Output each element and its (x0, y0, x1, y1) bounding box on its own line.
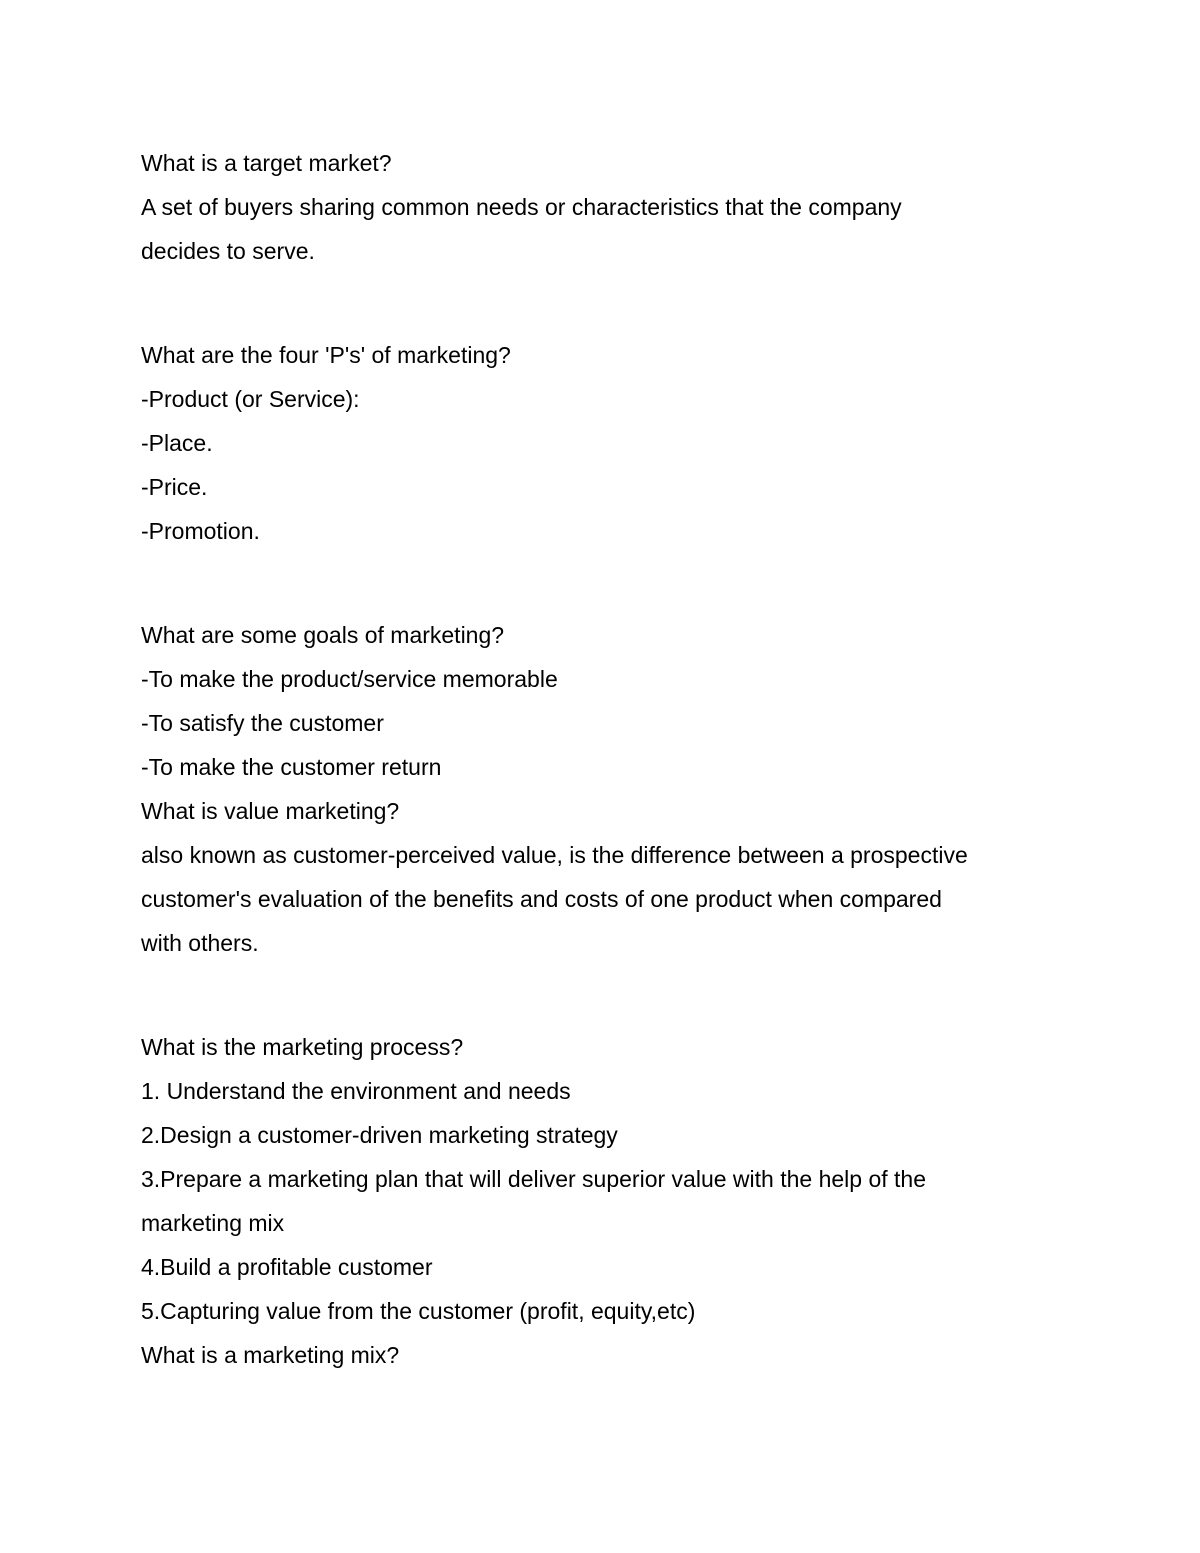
question-goals: What are some goals of marketing? (141, 622, 505, 648)
answer-line: with others. (141, 930, 259, 956)
answer-line: decides to serve. (141, 238, 315, 264)
list-item: 4.Build a profitable customer (141, 1254, 433, 1280)
answer-line: customer's evaluation of the benefits and costs of one product when compared (141, 886, 942, 912)
question-four-ps: What are the four 'P's' of marketing? (141, 342, 511, 368)
list-item: 5.Capturing value from the customer (profit, equity,etc) (141, 1298, 696, 1324)
list-item: -Place. (141, 430, 213, 456)
list-item: -To make the customer return (141, 754, 442, 780)
list-item: 1. Understand the environment and needs (141, 1078, 571, 1104)
list-item: -Price. (141, 474, 208, 500)
section-spacer (141, 273, 1071, 333)
question-marketing-mix: What is a marketing mix? (141, 1342, 400, 1368)
list-item: -Promotion. (141, 518, 260, 544)
question-target-market: What is a target market? (141, 150, 392, 176)
list-item: -Product (or Service): (141, 386, 360, 412)
list-item-continuation: marketing mix (141, 1210, 285, 1236)
list-item: -To satisfy the customer (141, 710, 384, 736)
section-goals-and-value (141, 613, 1071, 965)
section-four-ps (141, 333, 1071, 553)
document-body (141, 141, 1071, 1377)
question-value-marketing: What is value marketing? (141, 798, 400, 824)
section-spacer (141, 553, 1071, 613)
section-marketing-process (141, 1025, 1071, 1377)
answer-line: A set of buyers sharing common needs or characteristics that the company (141, 194, 902, 220)
section-target-market (141, 141, 1071, 273)
list-item: 2.Design a customer-driven marketing strategy (141, 1122, 618, 1148)
list-item: 3.Prepare a marketing plan that will deliver superior value with the help of the (141, 1166, 926, 1192)
list-item: -To make the product/service memorable (141, 666, 558, 692)
question-marketing-process: What is the marketing process? (141, 1034, 464, 1060)
answer-line: also known as customer-perceived value, is the difference between a prospective (141, 842, 968, 868)
section-spacer (141, 965, 1071, 1025)
